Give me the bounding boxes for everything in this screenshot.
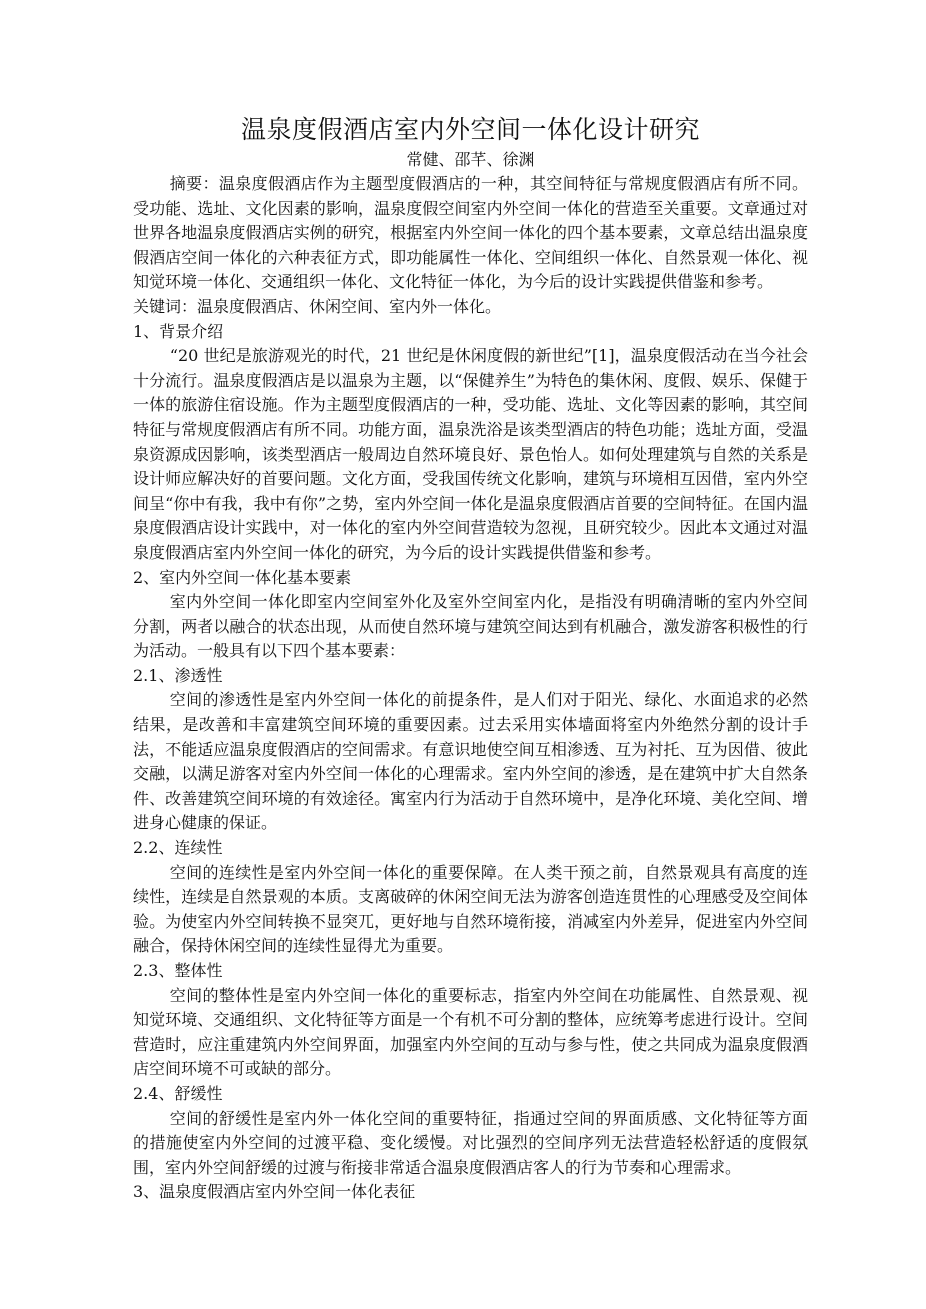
section-2-3-body: 空间的整体性是室内外空间一体化的重要标志，指室内外空间在功能属性、自然景观、视知觉环境、交通组织、文化特征等方面是一个有机不可分割的整体，应统筹考虑进行设计。空间营造时，应注重建筑内外空间界面，加强室内外空间的互动与参与性，使之共同成为温泉度假酒店空间环境不可或缺的部分。 (133, 985, 808, 1079)
abstract-paragraph: 摘要：温泉度假酒店作为主题型度假酒店的一种，其空间特征与常规度假酒店有所不同。受功能、选址、文化因素的影响，温泉度假空间室内外空间一体化的营造至关重要。文章通过对世界各地温泉度假酒店实例的研究，根据室内外空间一体化的四个基本要素，文章总结出温泉度假酒店空间一体化的六种表征方式，即功能属性一体化、空间组织一体化、自然景观一体化、视知觉环境一体化、交通组织一体化、文化特征一体化，为今后的设计实践提供借鉴和参考。 (133, 174, 808, 292)
section-2-4-body: 空间的舒缓性是室内外一体化空间的重要特征，指通过空间的界面质感、文化特征等方面的措施使室内外空间的过渡平稳、变化缓慢。对比强烈的空间序列无法营造轻松舒适的度假氛围，室内外空间舒缓的过渡与衔接非常适合温泉度假酒店客人的行为节奏和心理需求。 (133, 1108, 808, 1177)
section-2-1-body: 空间的渗透性是室内外空间一体化的前提条件，是人们对于阳光、绿化、水面追求的必然结果，是改善和丰富建筑空间环境的重要因素。过去采用实体墙面将室内外绝然分割的设计手法，不能适应温泉度假酒店的空间需求。有意识地使空间互相渗透、互为衬托、互为因借、彼此交融，以满足游客对室内外空间一体化的心理需求。室内外空间的渗透，是在建筑中扩大自然条件、改善建筑空间环境的有效途径。寓室内行为活动于自然环境中，是净化环境、美化空间、增进身心健康的保证。 (133, 690, 808, 833)
section-2-2-body: 空间的连续性是室内外空间一体化的重要保障。在人类干预之前，自然景观具有高度的连续性，连续是自然景观的本质。支离破碎的休闲空间无法为游客创造连贯性的心理感受及空间体验。为使室内外空间转换不显突兀，更好地与自然环境衔接，消减室内外差异，促进室内外空间融合，保持休闲空间的连续性显得尤为重要。 (133, 862, 808, 956)
paper-authors: 常健、邵芊、徐渊 (406, 150, 535, 169)
section-2-body: 室内外空间一体化即室内空间室外化及室外空间室内化，是指没有明确清晰的室内外空间分割，两者以融合的状态出现，从而使自然环境与建筑空间达到有机融合，激发游客积极性的行为活动。一般具有以下四个基本要素： (133, 592, 808, 661)
section-2-2-heading: 2.2、连续性 (133, 838, 223, 858)
section-2-3-heading: 2.3、整体性 (133, 961, 223, 980)
section-2-1-heading: 2.1、渗透性 (133, 665, 223, 685)
section-1-heading: 1、背景介绍 (133, 321, 224, 341)
section-2-heading: 2、室内外空间一体化基本要素 (133, 567, 352, 587)
paper-title: 温泉度假酒店室内外空间一体化设计研究 (240, 115, 700, 144)
section-1-body: “20 世纪是旅游观光的时代，21 世纪是休闲度假的新世纪”[1]，温泉度假活动在当今社会十分流行。温泉度假酒店是以温泉为主题，以“保健养生”为特色的集休闲、度假、娱乐、保健于一体的旅游住宿设施。作为主题型度假酒店的一种，受功能、选址、文化等因素的影响，其空间特征与常规度假酒店有所不同。功能方面，温泉洗浴是该类型酒店的特色功能；选址方面，受温泉资源成因影响，该类型酒店一般周边自然环境良好、景色怡人。如何处理建筑与自然的关系是设计师应解决好的首要问题。文化方面，受我国传统文化影响，建筑与环境相互因借，室内外空间呈“你中有我，我中有你”之势，室内外空间一体化是温泉度假酒店首要的空间特征。在国内温泉度假酒店设计实践中，对一体化的室内外空间营造较为忽视，且研究较少。因此本文通过对温泉度假酒店室内外空间一体化的研究，为今后的设计实践提供借鉴和参考。 (133, 346, 808, 562)
section-3-heading: 3、温泉度假酒店室内外空间一体化表征 (133, 1182, 416, 1202)
keywords-line: 关键词：温泉度假酒店、休闲空间、室内外一体化。 (133, 296, 502, 316)
section-2-4-heading: 2.4、舒缓性 (133, 1083, 223, 1103)
